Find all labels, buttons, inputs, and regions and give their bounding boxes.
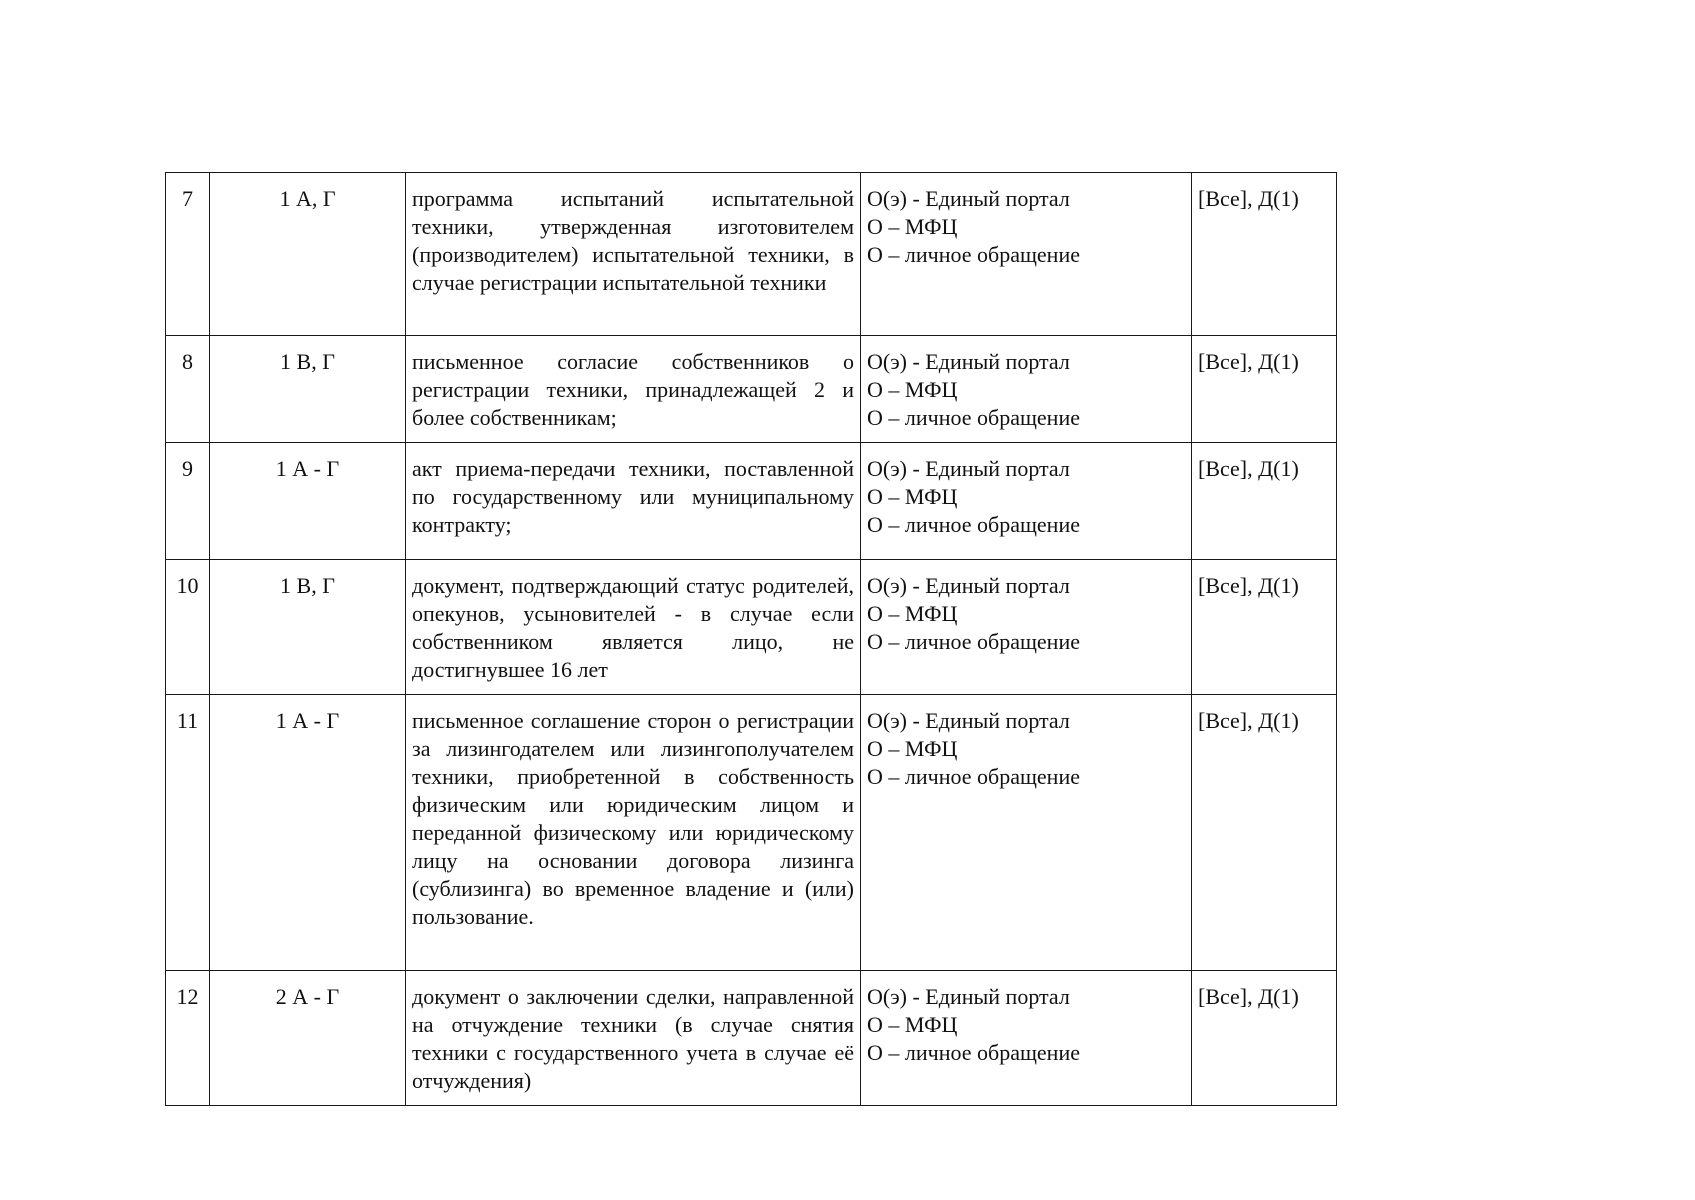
applicant-category: 1 В, Г	[210, 336, 406, 443]
submission-method: О – МФЦ	[867, 377, 958, 402]
submission-methods	[861, 443, 1192, 560]
row-number: 10	[166, 560, 210, 695]
submission-method: О(э) - Единый портал	[867, 186, 1070, 211]
submission-method: О – МФЦ	[867, 214, 958, 239]
submission-methods	[861, 560, 1192, 695]
submission-method: О – личное обращение	[867, 405, 1080, 430]
document-description: документ о заключении сделки, направленной на отчуждение техники (в случае снятия техники с государственного учета в случае её отчуждения)	[406, 971, 861, 1106]
applicant-category: 1 А - Г	[210, 443, 406, 560]
row-number: 12	[166, 971, 210, 1106]
submission-method: О – МФЦ	[867, 1012, 958, 1037]
row-number: 9	[166, 443, 210, 560]
submission-method: О(э) - Единый портал	[867, 456, 1070, 481]
document-note: [Все], Д(1)	[1192, 560, 1337, 695]
submission-method: О – личное обращение	[867, 1040, 1080, 1065]
row-number: 11	[166, 695, 210, 971]
document-note: [Все], Д(1)	[1192, 971, 1337, 1106]
table-row	[166, 336, 1337, 443]
documents-table	[165, 172, 1337, 1106]
table-row	[166, 560, 1337, 695]
document-note: [Все], Д(1)	[1192, 173, 1337, 336]
table-row	[166, 443, 1337, 560]
document-description: акт приема-передачи техники, поставленной по государственному или муниципальному контракту;	[406, 443, 861, 560]
applicant-category: 1 А - Г	[210, 695, 406, 971]
submission-method: О – личное обращение	[867, 242, 1080, 267]
submission-methods	[861, 971, 1192, 1106]
document-note: [Все], Д(1)	[1192, 695, 1337, 971]
submission-method: О(э) - Единый портал	[867, 573, 1070, 598]
applicant-category: 1 В, Г	[210, 560, 406, 695]
applicant-category: 1 А, Г	[210, 173, 406, 336]
document-description: программа испытаний испытательной техники, утвержденная изготовителем (производителем) испытательной техники, в случае регистрации испытательной техники	[406, 173, 861, 336]
document-description: документ, подтверждающий статус родителей, опекунов, усыновителей - в случае если собственником является лицо, не достигнувшее 16 лет	[406, 560, 861, 695]
document-note: [Все], Д(1)	[1192, 336, 1337, 443]
submission-method: О(э) - Единый портал	[867, 349, 1070, 374]
submission-method: О – МФЦ	[867, 484, 958, 509]
submission-method: О(э) - Единый портал	[867, 984, 1070, 1009]
submission-method: О – МФЦ	[867, 736, 958, 761]
table-row	[166, 695, 1337, 971]
table-row	[166, 971, 1337, 1106]
document-description: письменное согласие собственников о регистрации техники, принадлежащей 2 и более собственникам;	[406, 336, 861, 443]
applicant-category: 2 А - Г	[210, 971, 406, 1106]
table-row	[166, 173, 1337, 336]
row-number: 7	[166, 173, 210, 336]
submission-method: О – личное обращение	[867, 629, 1080, 654]
submission-method: О – личное обращение	[867, 764, 1080, 789]
submission-methods	[861, 336, 1192, 443]
document-description: письменное соглашение сторон о регистрации за лизингодателем или лизингополучателем техники, приобретенной в собственность физическим или юридическим лицом и переданной физическому или юридическому лицу на основании договора лизинга (сублизинга) во временное владение и (или) пользование.	[406, 695, 861, 971]
submission-methods	[861, 173, 1192, 336]
document-note: [Все], Д(1)	[1192, 443, 1337, 560]
row-number: 8	[166, 336, 210, 443]
submission-method: О – личное обращение	[867, 512, 1080, 537]
submission-method: О(э) - Единый портал	[867, 708, 1070, 733]
submission-method: О – МФЦ	[867, 601, 958, 626]
submission-methods	[861, 695, 1192, 971]
